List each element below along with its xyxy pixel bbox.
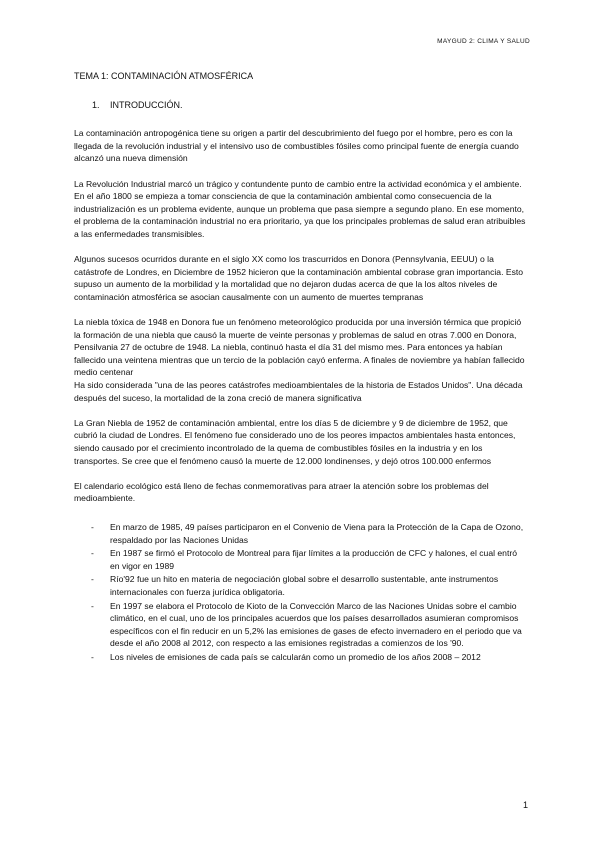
paragraph-industrial-revolution: La Revolución Industrial marcó un trágico y contundente punto de cambio entre la actividad económica y el ambiente. En el año 1800 se empieza a tomar consciencia de que la contaminación ambiental como consecuencia de la industrialización es un problema evidente, aunque un problema que pasa siempre a segundo plano. En ese momento, el problema de la contaminación industrial no era prioritario, ya que los principales problemas de salud eran atribuibles a las enfermedades transmisibles. [74, 178, 526, 239]
page-header: MAYGUD 2: CLIMA Y SALUD [437, 38, 530, 45]
list-item-text: En 1987 se firmó el Protocolo de Montreal para fijar límites a la producción de CFC y halones, el cual entró en vigor en 1989 [110, 548, 517, 571]
section-heading [92, 99, 528, 112]
list-item-text: En marzo de 1985, 49 países participaron en el Convenio de Viena para la Protección de la Capa de Ozono, respaldado por las Naciones Unidas [110, 522, 524, 545]
paragraph-london-fog: La Gran Niebla de 1952 de contaminación ambiental, entre los días 5 de diciembre y 9 de diciembre de 1952, que cubrió la ciudad de Londres. El fenómeno fue considerado uno de los peores impactos ambientales hasta entonces, siendo causado por el crecimiento incontrolado de la quema de combustibles fósiles en la industria y en los transportes. Se cree que el fenómeno causó la muerte de 12.000 londinenses, y dejó otros 100.000 enfermos [74, 417, 516, 466]
section-label: INTRODUCCIÓN. [110, 99, 183, 110]
bullet-dash: - [91, 548, 94, 559]
list-item-text: Río'92 fue un hito en materia de negociación global sobre el desarrollo sustentable, ante instrumentos internacionales con fuerza jurídica obligatoria. [110, 574, 499, 597]
list-item [74, 573, 528, 598]
section-number: 1. [92, 99, 100, 110]
list-item [74, 600, 528, 650]
paragraph-origin: La contaminación antropogénica tiene su origen a partir del descubrimiento del fuego por el hombre, pero es con la llegada de la revolución industrial y el intensivo uso de combustibles fósiles como principal fuente de energía cuando alcanzó una nueva dimensión [74, 128, 519, 164]
bullet-list [74, 521, 528, 664]
paragraph-donora: La niebla tóxica de 1948 en Donora fue un fenómeno meteorológico producida por una inversión térmica que propició la formación de una niebla que causó la muerte de veinte personas y problemas de salud en otras 7.000 en Donora, Pensilvania 27 de octubre de 1948. La niebla, continuó hasta el día 31 del mismo mes. Para entonces ya habían fallecido una veintena mientras que un tercio de la población cayó enferma. A finales de noviembre ya habían fallecido medio centenar Ha sido considerada "una de las peores catástrofes medioambientales de la historia de Estados Unidos". Una década después del suceso, la mortalidad de la zona creció de manera significativa [74, 317, 525, 403]
bullet-dash: - [91, 651, 94, 662]
list-item [74, 547, 528, 572]
page-number: 1 [522, 800, 528, 810]
list-item [74, 521, 528, 546]
document-body [74, 70, 528, 665]
list-item [74, 651, 528, 664]
document-title: TEMA 1: CONTAMINACIÓN ATMOSFÉRICA [74, 71, 254, 81]
paragraph-calendar: El calendario ecológico está lleno de fechas conmemorativas para atraer la atención sobre los problemas del medioambiente. [74, 480, 489, 504]
paragraph-twentieth-century: Algunos sucesos ocurridos durante en el siglo XX como los trascurridos en Donora (Pennsylvania, EEUU) o la catástrofe de Londres, en Diciembre de 1952 hicieron que la contaminación ambiental cobrase gran importancia. Esto supuso un aumento de la morbilidad y la mortalidad que no dejaron dudas acerca de que la los altos niveles de contaminación atmosférica se asocian causalmente con un aumento de muertes tempranas [74, 254, 524, 302]
list-item-text: En 1997 se elabora el Protocolo de Kioto de la Convección Marco de las Naciones Unidas sobre el cambio climático, en el cual, uno de los principales acuerdos que los países desarrollados asumieran compromisos específicos con el fin reducir en un 5,2% las emisiones de gases de efecto invernadero en el periodo que va desde el año 2008 al 2012, con respecto a las emisiones registradas a comienzos de los '90. [110, 600, 522, 649]
bullet-dash: - [91, 522, 94, 532]
bullet-dash: - [91, 574, 94, 585]
bullet-dash: - [91, 600, 94, 611]
list-item-text: Los niveles de emisiones de cada país se calcularán como un promedio de los años 2008 – 2012 [110, 651, 481, 662]
